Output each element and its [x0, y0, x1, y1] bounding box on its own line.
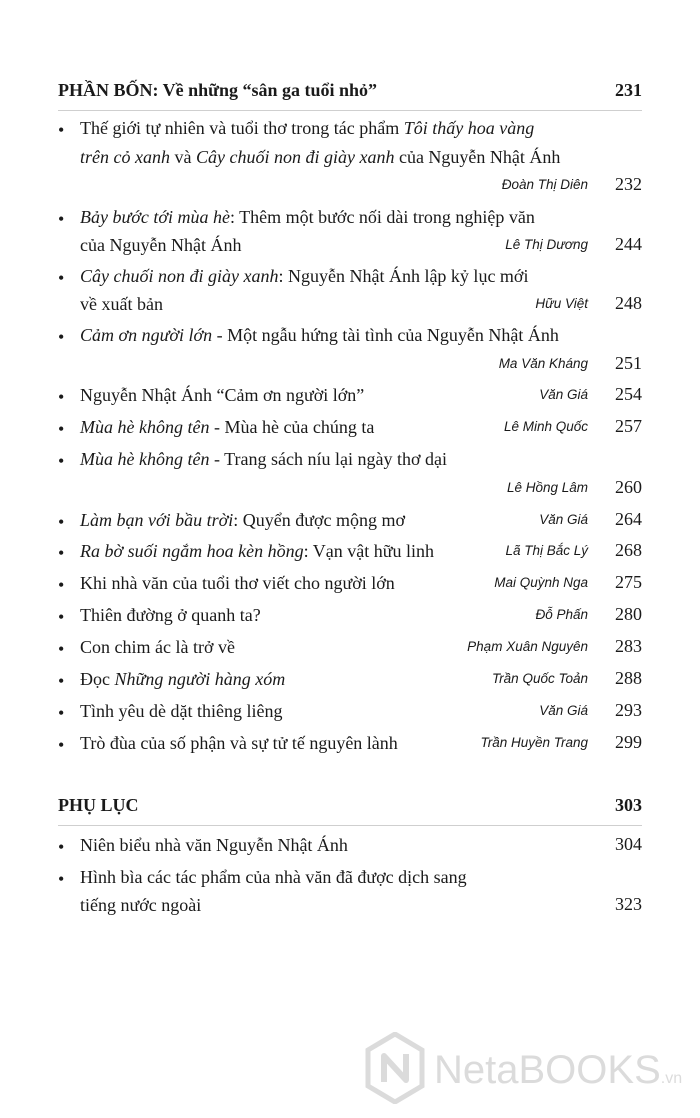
entry-author: Trần Huyền Trang: [480, 735, 588, 750]
watermark-text: NetaBOOKS.vn: [434, 1048, 683, 1092]
bullet: •: [58, 327, 65, 347]
entry-page: 304: [615, 834, 642, 854]
entry-page: 254: [615, 384, 642, 404]
entry-page: 244: [615, 234, 642, 254]
entry-page: 299: [615, 732, 642, 752]
entry-title-line: Đọc Những người hàng xóm: [80, 669, 286, 689]
entry-page: 248: [615, 293, 642, 313]
entry-author: Văn Giá: [539, 512, 588, 527]
entry-title-line: Cây chuối non đi giày xanh: Nguyễn Nhật Ánh lập kỷ lục mới: [80, 266, 529, 286]
bullet: •: [58, 671, 65, 691]
entry-page: 257: [615, 416, 642, 436]
entry-page: 293: [615, 700, 642, 720]
divider: [58, 110, 642, 111]
bullet: •: [58, 869, 65, 889]
entry-title-line: Làm bạn với bầu trời: Quyển được mộng mơ: [80, 510, 406, 530]
entry-title-line: Tình yêu dè dặt thiêng liêng: [80, 701, 283, 721]
bullet: •: [58, 387, 65, 407]
bullet: •: [58, 639, 65, 659]
entry-title-line: Trò đùa của số phận và sự tử tế nguyên lành: [80, 733, 398, 753]
entry-page: 288: [615, 668, 642, 688]
entry-author: Phạm Xuân Nguyên: [467, 639, 588, 654]
entry-page: 264: [615, 509, 642, 529]
bullet: •: [58, 209, 65, 229]
bullet: •: [58, 451, 65, 471]
entry-author: Lê Thị Dương: [505, 237, 588, 252]
entry-title-line: Bảy bước tới mùa hè: Thêm một bước nối dài trong nghiệp văn: [80, 207, 535, 227]
section-heading-part4: PHẦN BỐN: Về những “sân ga tuổi nhỏ”: [58, 80, 378, 100]
bullet: •: [58, 512, 65, 532]
bullet: •: [58, 837, 65, 857]
entry-author: Văn Giá: [539, 703, 588, 718]
entry-title-line: Mùa hè không tên - Trang sách níu lại ngày thơ dại: [80, 449, 447, 469]
entry-title-line: Con chim ác là trở về: [80, 637, 235, 657]
entry-page: 260: [615, 477, 642, 497]
bullet: •: [58, 703, 65, 723]
entry-title-line: Ra bờ suối ngắm hoa kèn hồng: Vạn vật hữu linh: [80, 541, 435, 561]
divider: [58, 825, 642, 826]
entry-title-line: Nguyễn Nhật Ánh “Cảm ơn người lớn”: [80, 385, 365, 405]
bullet: •: [58, 735, 65, 755]
bullet: •: [58, 543, 65, 563]
section-page-appendix: 303: [615, 795, 642, 815]
entry-page: 251: [615, 353, 642, 373]
bullet: •: [58, 120, 65, 140]
bullet: •: [58, 575, 65, 595]
entry-page: 323: [615, 894, 642, 914]
entry-title-line: Cảm ơn người lớn - Một ngẫu hứng tài tình của Nguyễn Nhật Ánh: [80, 325, 559, 345]
section-page-part4: 231: [615, 80, 642, 100]
entry-author: Đỗ Phấn: [535, 607, 588, 622]
entry-page: 232: [615, 174, 642, 194]
entry-page: 268: [615, 540, 642, 560]
entry-page: 283: [615, 636, 642, 656]
bullet: •: [58, 268, 65, 288]
entry-author: Mai Quỳnh Nga: [494, 575, 588, 590]
netabooks-logo-icon: [364, 1032, 426, 1104]
entry-page: 275: [615, 572, 642, 592]
entry-title-line: tiếng nước ngoài: [80, 895, 202, 915]
entry-author: Văn Giá: [539, 387, 588, 402]
entry-author: Trần Quốc Toản: [491, 671, 588, 686]
entry-author: Đoàn Thị Diên: [501, 177, 588, 192]
entry-author: Lê Minh Quốc: [503, 419, 588, 434]
entry-title-line: Hình bìa các tác phẩm của nhà văn đã được dịch sang: [80, 867, 467, 887]
bullet: •: [58, 607, 65, 627]
entry-title-line: về xuất bản: [80, 294, 163, 314]
entry-title-line: Niên biểu nhà văn Nguyễn Nhật Ánh: [80, 835, 348, 855]
entry-author: Lê Hồng Lâm: [506, 480, 588, 495]
entry-title-line: Thế giới tự nhiên và tuổi thơ trong tác phẩm Tôi thấy hoa vàng: [80, 118, 535, 138]
entry-title-line: Khi nhà văn của tuổi thơ viết cho người lớn: [80, 573, 395, 593]
entry-author: Ma Văn Kháng: [498, 356, 588, 371]
bullet: •: [58, 419, 65, 439]
entry-page: 280: [615, 604, 642, 624]
entry-author: Lã Thị Bắc Lý: [505, 543, 588, 558]
entry-title-line: trên cỏ xanh và Cây chuối non đi giày xanh của Nguyễn Nhật Ánh: [80, 147, 561, 167]
entry-title-line: Thiên đường ở quanh ta?: [80, 605, 261, 625]
entry-author: Hữu Việt: [535, 296, 588, 311]
entry-title-line: của Nguyễn Nhật Ánh: [80, 235, 242, 255]
section-heading-appendix: PHỤ LỤC: [58, 795, 139, 815]
netabooks-watermark: [362, 1030, 700, 1110]
entry-title-line: Mùa hè không tên - Mùa hè của chúng ta: [80, 417, 375, 437]
